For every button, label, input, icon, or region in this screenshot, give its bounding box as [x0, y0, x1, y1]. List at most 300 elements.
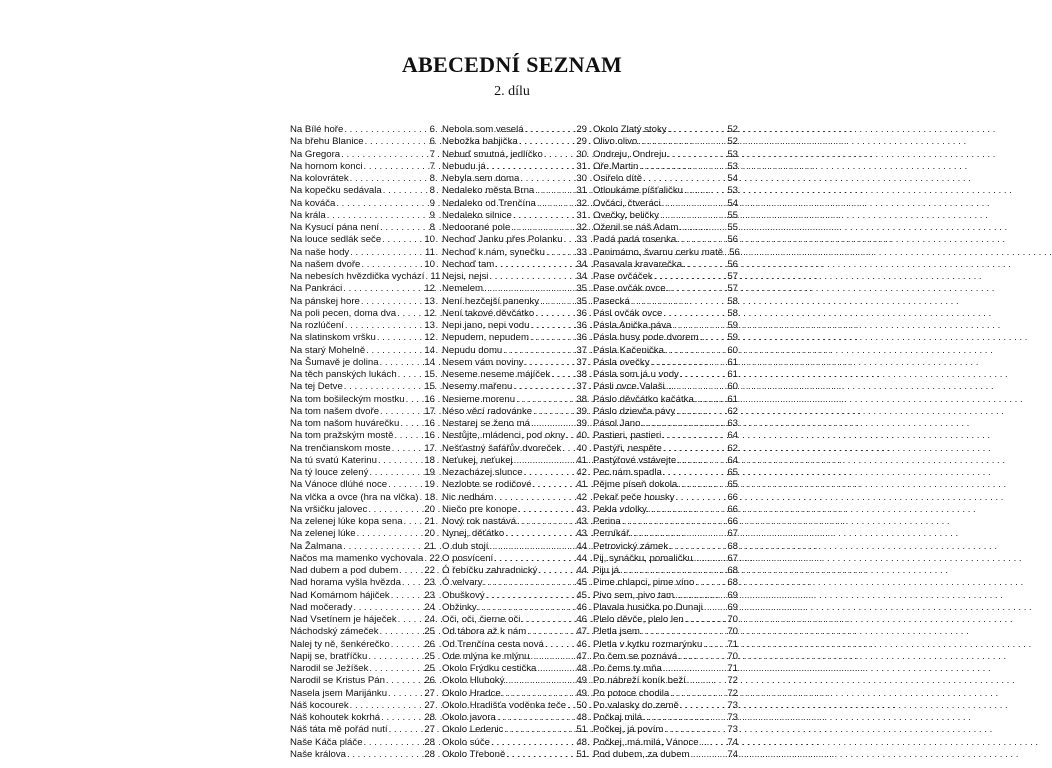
dot-leader [700, 332, 727, 344]
index-entry [442, 528, 587, 540]
index-entry [290, 394, 435, 406]
index-entry [290, 234, 435, 246]
dot-leader [380, 406, 423, 418]
index-entry [442, 296, 587, 308]
entry-page-number: 25 [424, 650, 435, 662]
entry-title: Na Šumavě je dolina [290, 356, 379, 368]
entry-title: Nepudu domu [442, 344, 503, 356]
entry-title: Náš táta mě pořád nutí [290, 724, 388, 736]
entry-page-number: 54 [727, 173, 738, 184]
dot-leader [538, 565, 575, 577]
index-entry [593, 271, 738, 283]
dot-leader [489, 271, 575, 283]
entry-page-number: 7 [429, 148, 435, 160]
entry-page-number: 74 [727, 736, 738, 748]
entry-title: Počkej, já povím [593, 724, 664, 736]
index-column-2 [442, 124, 587, 761]
entry-title: Pastieri, pastieri [593, 430, 662, 442]
entry-title: Na tom bošileckým mostku [290, 393, 405, 405]
dot-leader [344, 124, 428, 136]
dot-leader [643, 712, 726, 724]
entry-title: Oči, oči, čierne oči [442, 614, 521, 625]
entry-page-number: 9 [429, 197, 435, 209]
index-entry [593, 198, 738, 210]
index-entry [593, 173, 738, 185]
entry-title: Nesieme morenu [442, 393, 516, 405]
index-entry [290, 626, 435, 638]
dot-leader [524, 467, 576, 479]
dot-leader [366, 345, 423, 357]
index-entry [290, 688, 435, 700]
dot-leader [648, 504, 726, 516]
entry-page-number: 38 [576, 369, 587, 380]
index-entry [593, 210, 738, 222]
entry-title: Plavala husička po Dunaji [593, 601, 703, 613]
dot-leader [350, 173, 429, 185]
dot-leader [380, 222, 429, 234]
dot-leader [677, 455, 726, 467]
entry-page-number: 20 [424, 503, 435, 515]
dot-leader [398, 614, 424, 626]
index-entry [442, 430, 587, 442]
entry-page-number: 48 [576, 736, 587, 748]
entry-page-number: 12 [424, 283, 435, 295]
entry-title: Na našem dvoře [290, 258, 361, 270]
dot-leader [383, 185, 429, 197]
dot-leader [567, 700, 575, 712]
entry-title: Na trenčianskom moste [290, 442, 391, 454]
dot-leader [668, 124, 727, 136]
index-entry [593, 418, 738, 430]
dot-leader [502, 688, 576, 700]
index-entry [442, 443, 587, 455]
index-entry [442, 675, 587, 687]
entry-title: Pasavala kravarečka [593, 258, 683, 270]
entry-title: Niečo pre konope [442, 503, 518, 515]
entry-title: Nalej ty ně, šenkérečko [290, 638, 390, 650]
index-entry [593, 247, 738, 259]
dot-leader [638, 136, 726, 148]
index-entry [290, 247, 435, 259]
index-entry [290, 737, 435, 749]
entry-title: Počkaj milá [593, 712, 643, 723]
dot-leader [341, 149, 429, 161]
entry-title: Okolo Hluboký [442, 675, 505, 687]
dot-leader [676, 492, 727, 504]
entry-page-number: 19 [424, 467, 435, 478]
entry-page-number: 36 [576, 320, 587, 331]
entry-page-number: 37 [576, 356, 587, 368]
dot-leader [620, 565, 726, 577]
index-entry [442, 320, 587, 332]
entry-page-number: 18 [424, 491, 436, 503]
entry-page-number: 16 [424, 393, 435, 405]
dot-leader [704, 602, 726, 614]
entry-page-number: 10 [424, 234, 435, 246]
entry-title: Nešťastný šafářův dvoreček [442, 442, 562, 454]
entry-title: Nezlobte se rodičové [442, 479, 532, 491]
entry-page-number: 8 [429, 173, 435, 184]
entry-page-number: 43 [576, 528, 587, 540]
page-subtitle: 2. dílu [494, 84, 530, 99]
dot-leader [677, 234, 726, 246]
entry-title: Nebudu já [442, 160, 486, 172]
entry-page-number: 29 [576, 124, 587, 135]
dot-leader [388, 688, 423, 700]
dot-leader [487, 161, 576, 173]
entry-page-number: 28 [424, 712, 435, 723]
entry-title: Nebožka babjička [442, 136, 518, 148]
dot-leader [651, 357, 727, 369]
index-entry [442, 492, 587, 504]
entry-page-number: 22 [429, 552, 440, 564]
entry-page-number: 22 [424, 565, 435, 576]
entry-page-number: 31 [576, 185, 587, 197]
entry-page-number: 64 [727, 430, 738, 442]
index-entry [442, 504, 587, 516]
dot-leader [489, 541, 575, 553]
dot-leader [404, 516, 424, 528]
dot-leader [525, 357, 576, 369]
entry-page-number: 61 [727, 356, 738, 368]
entry-page-number: 11 [430, 271, 441, 282]
dot-leader [368, 651, 423, 663]
dot-leader [402, 577, 423, 589]
dot-leader [486, 590, 576, 602]
entry-title: Nejsi, nejsi [442, 271, 489, 282]
index-entry [593, 124, 738, 136]
index-entry [593, 369, 738, 381]
dot-leader [679, 222, 726, 234]
entry-title: Oženil se náš Adam [593, 222, 679, 233]
dot-leader [361, 296, 423, 308]
index-entry [442, 541, 587, 553]
entry-page-number: 7 [429, 160, 435, 172]
entry-title: Panimámo, švarnu cerku matě [593, 246, 724, 258]
index-entry [593, 553, 738, 565]
index-entry [290, 492, 435, 504]
entry-title: Náš kocourek [290, 699, 349, 711]
dot-leader [505, 675, 575, 687]
dot-leader [345, 320, 423, 332]
dot-leader [478, 602, 576, 614]
entry-title: Pastýřové vstávejte [593, 454, 677, 466]
entry-title: Pivo sem, pivo tam [593, 589, 675, 601]
index-entry [290, 467, 435, 479]
index-entry [593, 651, 738, 663]
dot-leader [667, 283, 727, 295]
index-entry [442, 639, 587, 651]
index-entry [290, 479, 435, 491]
entry-title: Nad močerady [290, 601, 353, 613]
entry-title: Pasecká [593, 295, 630, 307]
dot-leader [665, 345, 726, 357]
index-entry [442, 516, 587, 528]
entry-page-number: 44 [576, 540, 587, 552]
entry-title: Okolo Frýdku cestička [442, 663, 537, 674]
entry-title: Nebuď smutná, jedlíčko [442, 148, 543, 160]
entry-title: Okolo Hradišťa voděnka teče [442, 699, 567, 711]
dot-leader [497, 712, 575, 724]
entry-page-number: 41 [576, 454, 587, 466]
dot-leader [639, 161, 726, 173]
index-entry [290, 577, 435, 589]
entry-title: Nedaleko města Brna [442, 185, 535, 197]
entry-page-number: 61 [727, 393, 738, 405]
dot-leader [530, 651, 575, 663]
entry-title: Na poli pecen, doma dva [290, 307, 397, 319]
dot-leader [668, 149, 727, 161]
entry-title: Naše Káča pláče [290, 736, 363, 748]
dot-leader [378, 455, 423, 467]
dot-leader [672, 320, 726, 332]
index-entry [593, 688, 738, 700]
dot-leader [495, 259, 575, 271]
entry-title: Okolo Hradce [442, 687, 501, 699]
entry-page-number: 26 [424, 638, 435, 650]
entry-page-number: 43 [576, 516, 587, 527]
index-entry [290, 283, 435, 295]
index-entry [442, 614, 587, 626]
dot-leader [676, 406, 726, 418]
dot-leader [491, 737, 575, 749]
index-entry [593, 479, 738, 491]
entry-page-number: 59 [727, 332, 738, 344]
entry-page-number: 42 [576, 467, 587, 478]
dot-leader [545, 639, 575, 651]
entry-page-number: 18 [424, 454, 435, 466]
dot-leader [513, 381, 575, 393]
dot-leader [544, 149, 576, 161]
dot-leader [364, 161, 429, 173]
entry-title: Obžinky [442, 601, 477, 613]
entry-page-number: 8 [429, 222, 435, 233]
dot-leader [347, 749, 423, 761]
entry-title: Perníkář [593, 528, 630, 540]
entry-title: Na tej Detve [290, 381, 343, 393]
index-entry [442, 479, 587, 491]
entry-page-number: 59 [727, 320, 738, 331]
entry-page-number: 38 [576, 393, 587, 405]
dot-leader [519, 136, 576, 148]
entry-title: Na krála [290, 209, 326, 221]
index-entry [593, 345, 738, 357]
dot-leader [391, 639, 424, 651]
index-entry [442, 332, 587, 344]
entry-title: Ovčáci, čtveráci [593, 197, 661, 209]
index-entry [290, 639, 435, 651]
entry-page-number: 53 [727, 160, 738, 172]
entry-title: Neťukej, neťukej [442, 454, 513, 466]
entry-page-number: 44 [576, 552, 587, 564]
index-entry [593, 663, 738, 675]
entry-page-number: 56 [727, 258, 738, 270]
entry-title: Narodil se Kristus Pán [290, 675, 385, 687]
entry-page-number: 65 [727, 479, 738, 491]
entry-page-number: 68 [727, 540, 738, 552]
entry-title: Okolo Třeboně [442, 748, 506, 760]
entry-title: Nedaleko silnice [442, 209, 512, 221]
dot-leader [521, 614, 575, 626]
index-entry [442, 626, 587, 638]
entry-title: Pásla som já u vody [593, 369, 679, 380]
entry-title: Na nebesích hvězdička vychází [290, 271, 425, 282]
entry-page-number: 65 [727, 467, 738, 478]
dot-leader [675, 590, 726, 602]
entry-page-number: 33 [576, 246, 587, 258]
entry-page-number: 53 [727, 185, 738, 197]
entry-page-number: 34 [576, 258, 587, 270]
index-entry [593, 455, 738, 467]
index-entry [290, 590, 435, 602]
dot-leader [425, 271, 429, 283]
entry-page-number: 66 [727, 516, 738, 527]
index-entry [442, 394, 587, 406]
index-entry [442, 418, 587, 430]
entry-page-number: 45 [576, 577, 587, 589]
entry-page-number: 50 [576, 699, 587, 711]
entry-page-number: 46 [576, 601, 587, 613]
index-entry [593, 565, 738, 577]
entry-page-number: 56 [727, 234, 738, 246]
index-entry [290, 259, 435, 271]
index-entry [290, 222, 435, 234]
index-entry [442, 234, 587, 246]
index-entry [593, 700, 738, 712]
index-entry [290, 516, 435, 528]
index-column-3 [593, 124, 738, 761]
entry-page-number: 23 [424, 589, 435, 601]
index-entry [593, 394, 738, 406]
entry-title: Pásol Jano [593, 418, 641, 429]
entry-page-number: 47 [576, 650, 587, 662]
dot-leader [517, 516, 575, 528]
entry-title: Nedaleko od Trenčína [442, 197, 536, 209]
entry-title: Okolo Ledenic [442, 724, 504, 736]
entry-title: Nesem vám noviny [442, 356, 524, 368]
dot-leader [695, 577, 726, 589]
dot-leader [516, 394, 575, 406]
index-entry [593, 320, 738, 332]
entry-page-number: 10 [424, 258, 435, 270]
index-entry [442, 149, 587, 161]
index-entry [442, 724, 587, 736]
index-entry [290, 357, 435, 369]
entry-page-number: 69 [727, 589, 738, 601]
index-entry [290, 369, 435, 381]
dot-leader [513, 210, 575, 222]
dot-leader [386, 675, 423, 687]
index-entry [290, 675, 435, 687]
entry-page-number: 43 [576, 503, 587, 515]
entry-page-number: 29 [576, 136, 587, 148]
index-entry [442, 308, 587, 320]
entry-page-number: 9 [429, 209, 435, 221]
entry-title: Oře Martin [593, 160, 639, 172]
dot-leader [506, 749, 575, 761]
dot-leader [684, 185, 726, 197]
entry-title: Napij se, bratříčku [290, 650, 368, 662]
entry-page-number: 66 [727, 503, 738, 515]
index-entry [290, 712, 435, 724]
index-entry [593, 639, 738, 651]
dot-leader [527, 626, 575, 638]
entry-title: Nad Vsetínem je háječek [290, 614, 397, 625]
entry-page-number: 27 [424, 687, 435, 699]
index-entry [290, 173, 435, 185]
index-entry [290, 308, 435, 320]
dot-leader [562, 443, 575, 455]
index-entry [290, 651, 435, 663]
index-entry [442, 700, 587, 712]
index-entry [290, 332, 435, 344]
index-entry [593, 492, 738, 504]
entry-title: Nechoď Janku přes Polanku [442, 234, 563, 246]
dot-leader [361, 259, 423, 271]
entry-title: Nový rok nastává [442, 516, 517, 527]
entry-title: Na louce sedlák seče [290, 234, 382, 246]
dot-leader [394, 430, 423, 442]
dot-leader [694, 553, 727, 565]
index-entry [593, 185, 738, 197]
index-entry [442, 688, 587, 700]
dot-leader [424, 553, 428, 565]
index-entry [442, 590, 587, 602]
dot-leader [406, 394, 424, 406]
entry-page-number: 61 [727, 369, 738, 380]
index-entry [290, 418, 435, 430]
index-entry [290, 185, 435, 197]
index-entry [593, 614, 738, 626]
index-entry [290, 528, 435, 540]
index-entry [593, 724, 738, 736]
index-entry [290, 198, 435, 210]
entry-title: Pásla husy pode dvorem [593, 332, 699, 344]
index-entry [290, 406, 435, 418]
index-entry [593, 234, 738, 246]
index-entry [593, 308, 738, 320]
dot-leader [710, 737, 726, 749]
dot-leader [494, 492, 575, 504]
index-entry [290, 210, 435, 222]
index-entry [593, 357, 738, 369]
entry-page-number: 48 [576, 663, 587, 674]
index-entry [593, 737, 738, 749]
entry-page-number: 52 [727, 124, 738, 135]
entry-title: Na vlčka a ovce (hra na vlčka) [290, 491, 419, 503]
entry-title: Na zelenej lúke kopa sena [290, 516, 403, 527]
entry-title: Není takové děvčátko [442, 307, 535, 319]
entry-page-number: 6 [429, 124, 435, 135]
index-entry [593, 712, 738, 724]
entry-title: Po potoce chodila [593, 687, 670, 699]
dot-leader [514, 455, 576, 467]
entry-page-number: 60 [727, 344, 738, 356]
entry-title: Na rozlúčení [290, 320, 344, 331]
entry-page-number: 57 [727, 271, 738, 282]
entry-page-number: 70 [727, 650, 738, 662]
entry-title: O posvícení [442, 552, 494, 564]
entry-page-number: 70 [727, 614, 738, 625]
entry-page-number: 39 [576, 418, 587, 429]
entry-title: Na Žalmana [290, 540, 343, 552]
index-entry [290, 565, 435, 577]
index-entry [290, 149, 435, 161]
entry-page-number: 17 [424, 442, 435, 454]
entry-title: Na Bílé hoře [290, 124, 344, 135]
index-entry [593, 504, 738, 516]
dot-leader [503, 345, 575, 357]
